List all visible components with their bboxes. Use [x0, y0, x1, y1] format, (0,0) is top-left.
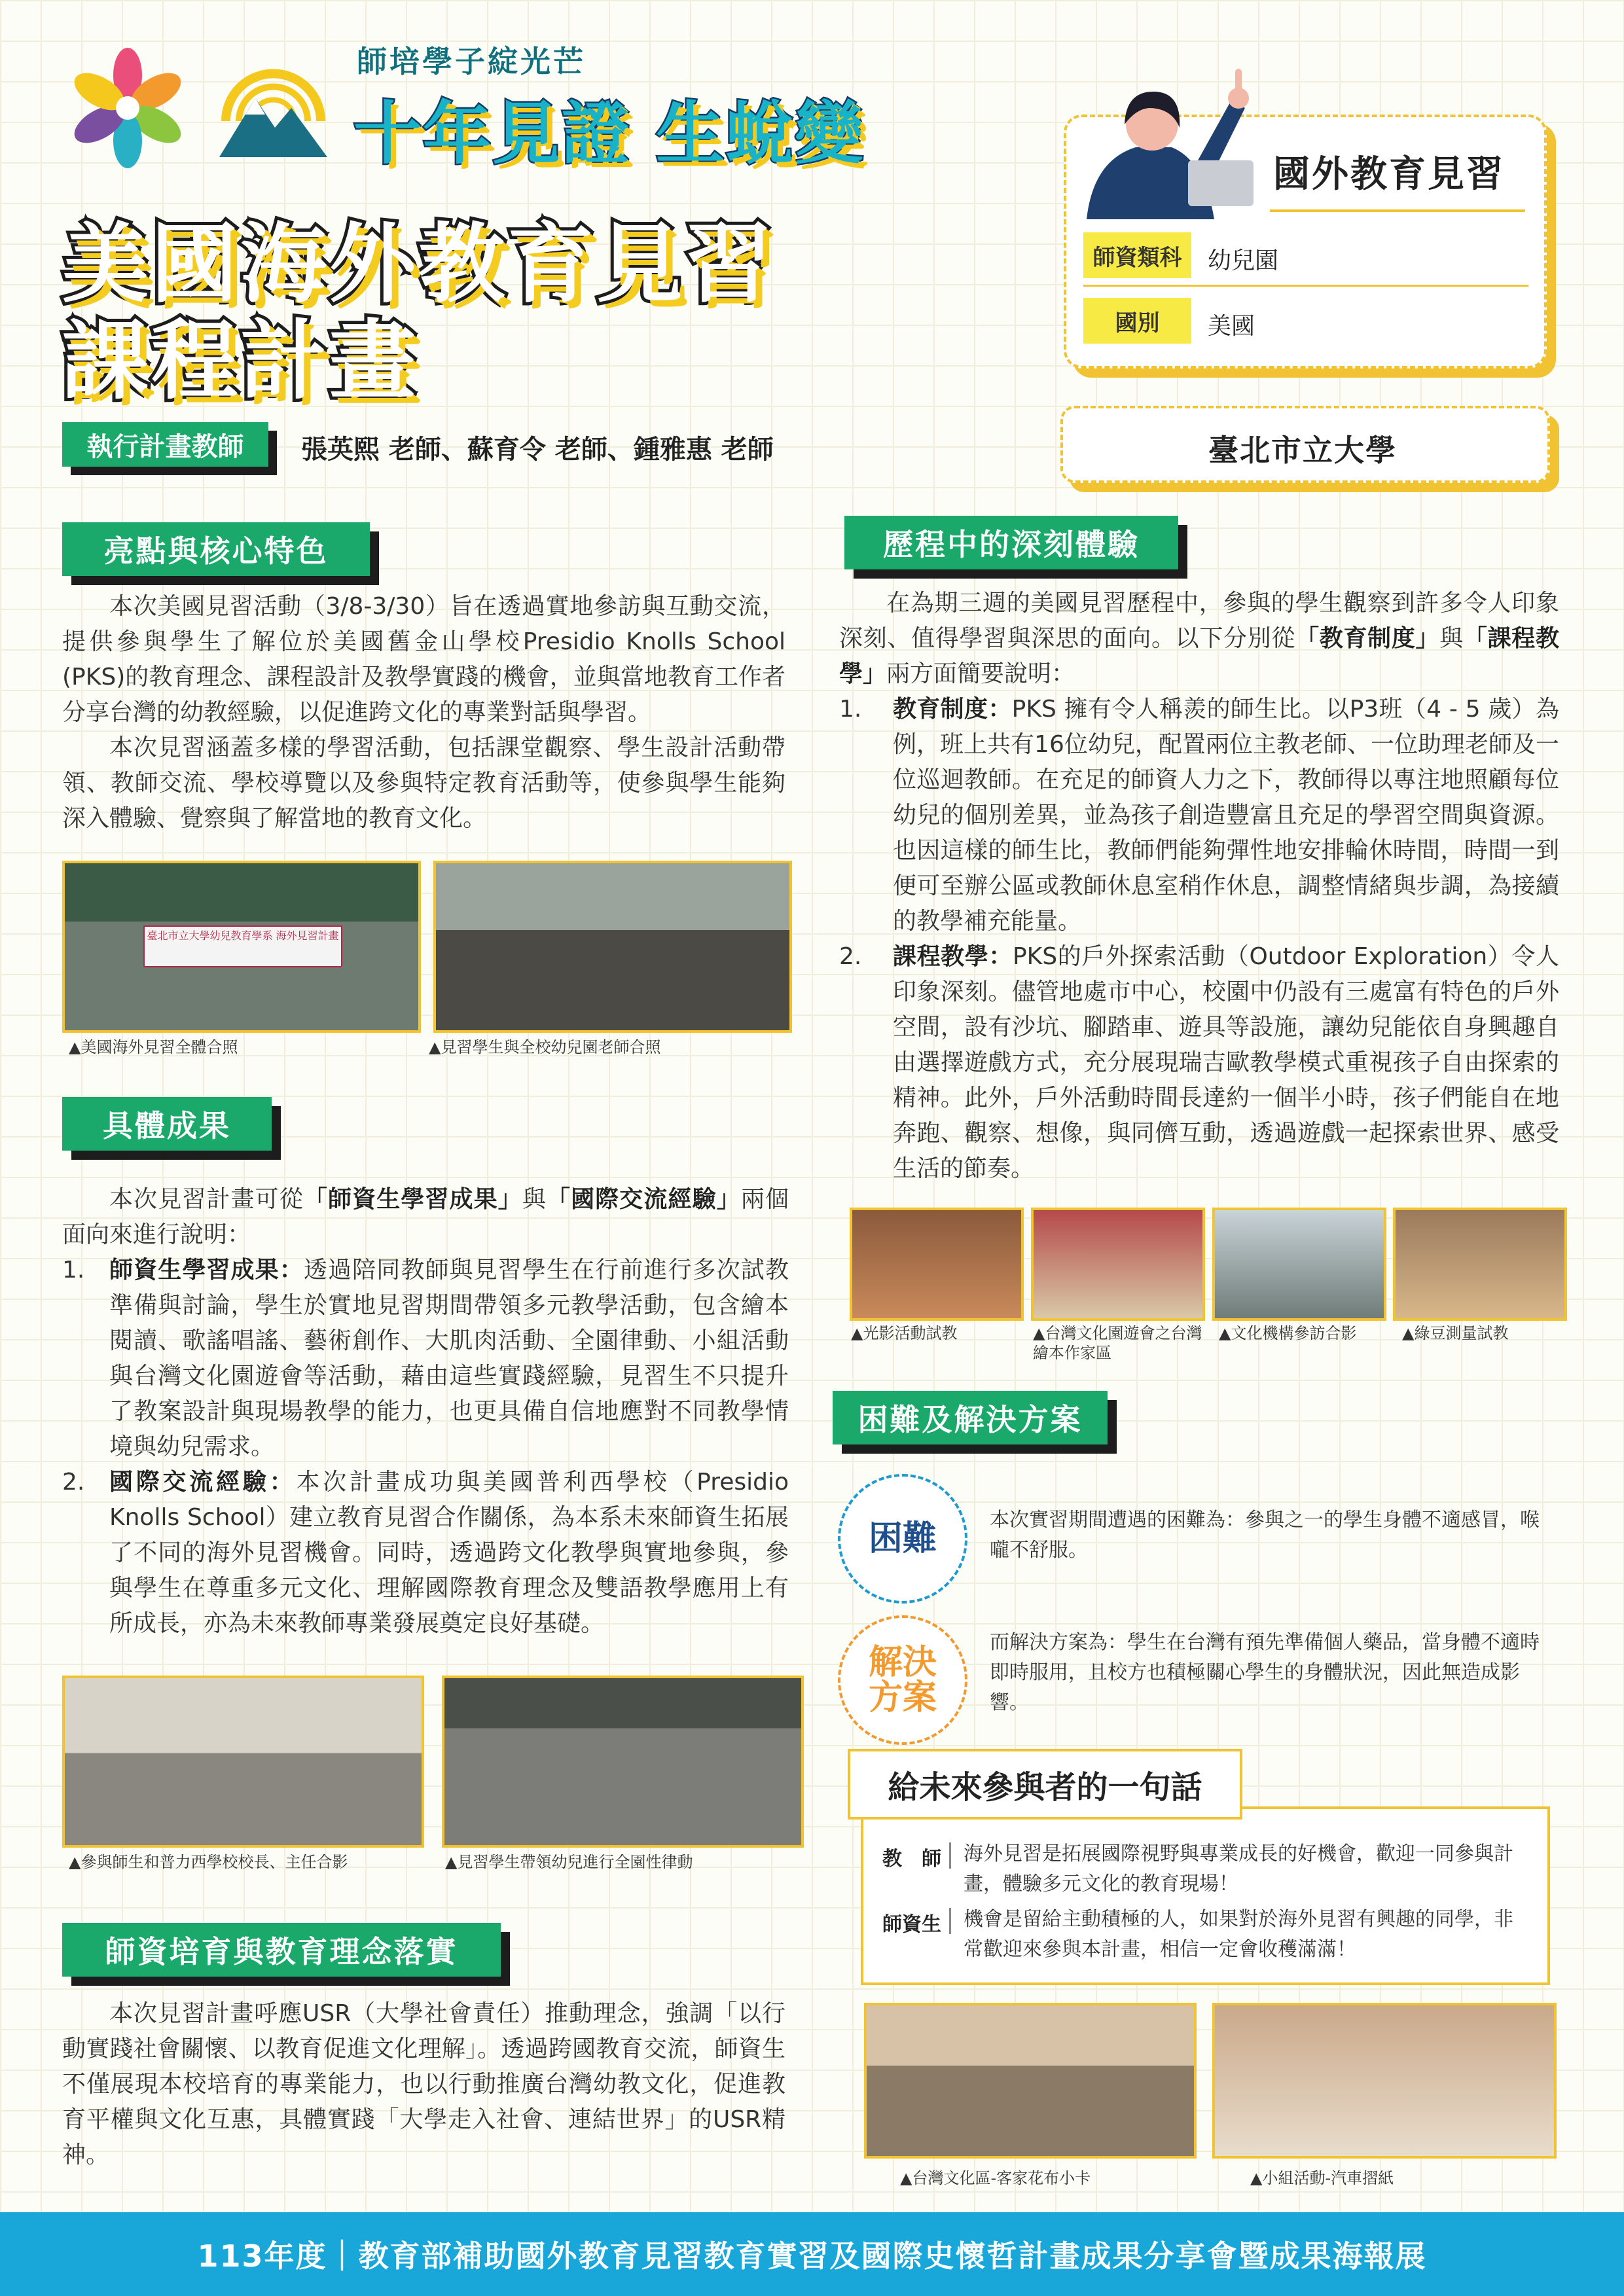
difficulty-text: 本次實習期間遭遇的困難為：參與之一的學生身體不適感冒，喉嚨不舒服。 [990, 1509, 1540, 1562]
solution-badge-line-1: 解決 [868, 1643, 937, 1682]
heading-box: 亮點與核心特色 [62, 522, 370, 576]
photo-car-folding [1212, 2003, 1557, 2159]
footer-text: 113年度｜教育部補助國外教育見習教育實習及國際史懷哲計畫成果分享會暨成果海報展 [197, 2238, 1427, 2274]
highlights-paragraph-1: 本次美國見習活動（3/8-3/30）旨在透過實地參訪與互動交流，提供參與學生了解位於美國舊金山學校Presidio Knolls School (PKS)的教育理念、課程設計及教學實踐的機會，並與當地教育工作者分享台灣的幼教經驗，以促進跨文化的專業對話與學習。 [62, 593, 785, 726]
heading-box: 困難及解決方案 [833, 1391, 1108, 1444]
photo-caption: ▲美國海外見習全體合照 [69, 1038, 238, 1056]
highlights-text [62, 589, 785, 836]
photo-teachers-group [433, 861, 792, 1033]
teacher-message-label: 教 師 [882, 1848, 941, 1871]
mountain-sun-icon [216, 49, 331, 160]
teacher-message-text: 海外見習是拓展國際視野與專業成長的好機會，歡迎一同參與計畫，體驗多元文化的教育現場！ [964, 1842, 1513, 1895]
teacher-message-bar [949, 1842, 951, 1869]
photo-cultural-visit [1212, 1208, 1386, 1321]
experience-intro-key2: 「課程教學」 [839, 625, 1559, 687]
list-number: 2. [62, 1469, 85, 1496]
list-item [62, 1253, 789, 1465]
list-item [62, 1465, 789, 1641]
solution-badge-line-2: 方案 [868, 1678, 937, 1717]
results-intro-a: 本次見習計畫可從 [109, 1186, 304, 1213]
info-card-title: 國外教育見習 [1273, 153, 1505, 196]
photo-hakka-cards [864, 2003, 1197, 2159]
banner-text: 臺北市立大學幼兒教育學系 海外見習計畫 [147, 929, 339, 942]
photo-caption: ▲綠豆測量試教 [1402, 1324, 1509, 1342]
country-value: 美國 [1208, 313, 1255, 340]
results-intro-key2: 「國際交流經驗」 [546, 1186, 741, 1213]
heading-box: 師資培育與教育理念落實 [62, 1923, 501, 1977]
photo-caption: ▲文化機構參訪合影 [1219, 1324, 1357, 1342]
photo-caption: ▲參與師生和普力西學校校長、主任合影 [69, 1853, 348, 1871]
section-difficulty-heading [833, 1391, 1108, 1444]
photo-picture-book-area [1031, 1208, 1205, 1321]
results-text [62, 1182, 789, 1641]
section-usr-heading [62, 1923, 501, 1977]
list-number: 1. [839, 696, 862, 723]
section-highlights-heading [62, 522, 370, 576]
solution-text: 而解決方案為：學生在台灣有預先準備個人藥品，當身體不適時即時服用，且校方也積極關心學生的身體狀況，因此無造成影響。 [990, 1631, 1540, 1714]
list-text: PKS 擁有令人稱羨的師生比。以P3班（4 - 5 歲）為例，班上共有16位幼兒，配置兩位主教老師、一位助理老師及一位巡迴教師。在充足的師資人力之下，教師得以專注地照顧每位幼兒的個別差異，並為孩子創造豐富且充足的學習空間與資源。也因這樣的師生比，教師們能夠彈性地安排輪休時間，時間一到便可至辦公區或教師休息室稍作休息，調整情緒與步調，為接續的教學補充能量。 [893, 696, 1559, 935]
photo-light-activity [850, 1208, 1024, 1321]
experience-intro-c: 兩方面簡要說明： [886, 660, 1075, 687]
experience-list [839, 692, 1559, 1187]
list-text: PKS的戶外探索活動（Outdoor Exploration）令人印象深刻。儘管地處市中心，校園中仍設有三處富有特色的戶外空間，設有沙坑、腳踏車、遊具等設施，讓幼兒能依自身興趣自由選擇遊戲方式，充分展現瑞吉歐教學模式重視孩子自由探索的精神。此外，戶外活動時間長達約一個半小時，孩子們能自在地奔跑、觀察、想像，與同儕互動，透過遊戲一起探索世界、感受生活的節奏。 [893, 943, 1559, 1182]
info-card-divider [1270, 209, 1525, 212]
section-experience-heading [844, 516, 1178, 569]
experience-intro-b: 與 [1439, 625, 1464, 652]
solution-badge [838, 1615, 967, 1745]
header-brand-title: 十年見證 生蛻變 [353, 94, 865, 173]
usr-paragraph: 本次見習計畫呼應USR（大學社會責任）推動理念，強調「以行動實踐社會關懷、以教育促進文化理解」。透過跨國教育交流，師資生不僅展現本校培育的專業能力，也以行動推廣台灣幼教文化，促進教育平權與文化互惠，具體實踐「大學走入社會、連結世界」的USR精神。 [62, 2000, 785, 2168]
country-tag: 國別 [1083, 298, 1191, 344]
info-card-row-rule [1083, 285, 1528, 287]
difficulty-badge: 困難 [838, 1474, 967, 1604]
experience-intro-a: 在為期三週的美國見習歷程中，參與的學生觀察到許多令人印象深刻、值得學習與深思的面向。以下分別從 [839, 590, 1559, 652]
photo-movement-activity [442, 1676, 804, 1848]
list-key: 國際交流經驗： [109, 1469, 297, 1496]
list-key: 課程教學： [893, 943, 1013, 970]
flower-logo [65, 46, 190, 170]
student-message-text: 機會是留給主動積極的人，如果對於海外見習有興趣的同學，非常歡迎來參與本計畫，相信一定會收穫滿滿！ [964, 1908, 1513, 1961]
photo-caption: ▲小組活動-汽車摺紙 [1250, 2169, 1394, 2187]
university-name: 臺北市立大學 [1208, 433, 1397, 468]
pointing-teacher-icon [1074, 62, 1270, 219]
list-text: 透過陪同教師與見習學生在行前進行多次試教準備與討論，學生於實地見習期間帶領多元教學活動，包含繪本閱讀、歌謠唱謠、藝術創作、大肌肉活動、全園律動、小組活動與台灣文化園遊會等活動，藉由這些實踐經驗，見習生不只提升了教案設計與現場教學的能力，也更具備自信地應對不同教學情境與幼兒需求。 [109, 1257, 789, 1460]
page-title [62, 216, 774, 410]
photo-caption: ▲見習學生與全校幼兒園老師合照 [429, 1038, 661, 1056]
heading-box: 具體成果 [62, 1097, 272, 1151]
category-tag: 師資類科 [1083, 232, 1191, 278]
photo-mung-bean [1393, 1208, 1567, 1321]
list-item [839, 692, 1559, 939]
page-title-line-2: 課程計畫 [62, 311, 418, 412]
student-message-label: 師資生 [882, 1913, 941, 1936]
results-list [62, 1253, 789, 1641]
list-number: 2. [839, 943, 862, 970]
list-key: 師資生學習成果： [109, 1257, 304, 1283]
experience-text [839, 586, 1559, 1187]
mountain-logo [216, 49, 331, 160]
results-intro-c: 兩個面向來進行說明： [62, 1186, 789, 1248]
list-number: 1. [62, 1257, 85, 1283]
photo-caption: ▲台灣文化區-客家花布小卡 [900, 2169, 1091, 2187]
photo-caption: ▲台灣文化園遊會之台灣繪本作家區 [1033, 1324, 1202, 1362]
photo-caption: ▲見習學生帶領幼兒進行全園性律動 [445, 1853, 693, 1871]
teacher-illustration [1074, 62, 1270, 219]
list-item [839, 939, 1559, 1187]
results-intro-b: 與 [522, 1186, 547, 1213]
category-value: 幼兒園 [1208, 247, 1279, 274]
list-text: 本次計畫成功與美國普利西學校（Presidio Knolls School）建立教育見習合作關係，為本系未來師資生拓展了不同的海外見習機會。同時，透過跨文化教學與實地參與，參與學生在尊重多元文化、理解國際教育理念及雙語教學應用上有所成長，亦為未來教師專業發展奠定良好基礎。 [109, 1469, 789, 1637]
results-intro-key1: 「師資生學習成果」 [303, 1186, 522, 1213]
photo-principal-group [62, 1676, 424, 1848]
page-title-line-1: 美國海外教育見習 [62, 214, 774, 315]
heading-box: 歷程中的深刻體驗 [844, 516, 1178, 569]
teachers-label: 執行計畫教師 [62, 422, 268, 467]
usr-text [62, 1996, 785, 2173]
photo-caption: ▲光影活動試教 [851, 1324, 958, 1342]
message-heading: 給未來參與者的一句話 [848, 1749, 1242, 1820]
flower-logo-icon [65, 46, 190, 170]
student-message-bar [949, 1908, 951, 1934]
list-key: 教育制度： [893, 696, 1012, 723]
results-intro [62, 1182, 789, 1253]
header-subtitle: 師培學子綻光芒 [357, 44, 586, 79]
section-results-heading [62, 1097, 272, 1151]
banner [143, 925, 342, 967]
teachers-names: 張英熙 老師、蘇育令 老師、鍾雅惠 老師 [301, 435, 774, 465]
highlights-paragraph-2: 本次見習涵蓋多樣的學習活動，包括課堂觀察、學生設計活動帶領、教師交流、學校導覽以及參與特定教育活動等，使參與學生能夠深入體驗、覺察與了解當地的教育文化。 [62, 734, 785, 832]
experience-intro-key1: 「教育制度」 [1295, 625, 1440, 652]
photo-group-banner [62, 861, 421, 1033]
experience-intro [839, 586, 1559, 692]
footer-banner [0, 2212, 1624, 2296]
